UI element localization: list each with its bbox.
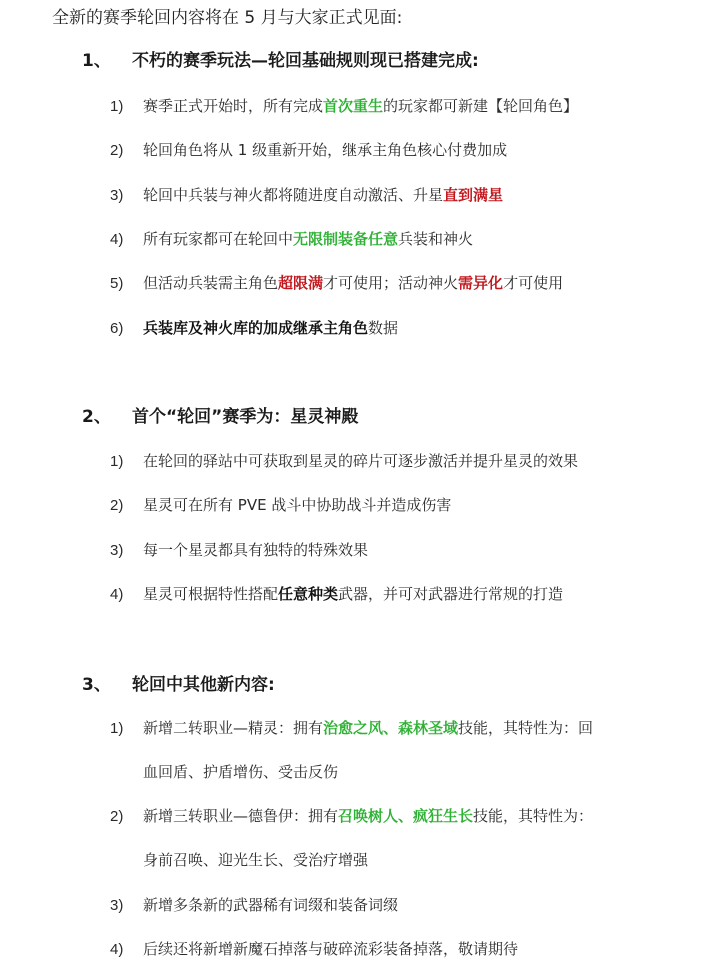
item-text: 才可使用；活动神火 (323, 274, 459, 292)
item-text: 才可使用 (503, 274, 564, 292)
list-item (110, 494, 451, 517)
highlight-bold: 任意种类 (278, 585, 339, 603)
item-text: 新增二转职业—精灵：拥有 (143, 719, 324, 737)
list-item (110, 184, 503, 207)
item-number: 5) (110, 275, 124, 292)
section-title: 不朽的赛季玩法—轮回基础规则现已搭建完成: (132, 51, 479, 71)
list-item (110, 717, 593, 740)
highlight-green: 召唤树人、疯狂生长 (338, 807, 474, 825)
highlight-bold: 兵装库及神火库的加成继承主角色 (143, 319, 369, 337)
item-number: 4) (110, 231, 124, 248)
item-text: 兵装和神火 (398, 230, 474, 248)
section-title: 轮回中其他新内容: (132, 675, 275, 695)
item-number: 4) (110, 941, 124, 958)
item-text: 轮回中兵装与神火都将随进度自动激活、升星 (143, 186, 444, 204)
highlight-green: 首次重生 (323, 97, 384, 115)
highlight-red: 超限满 (278, 274, 324, 292)
item-text: 技能，其特性为： (473, 807, 594, 825)
list-item (110, 228, 473, 251)
section-title: 首个“轮回”赛季为：星灵神殿 (132, 407, 359, 427)
item-text: 赛季正式开始时，所有完成 (143, 97, 324, 115)
item-text: 技能，其特性为：回 (458, 719, 594, 737)
section-1-heading (82, 48, 479, 74)
item-text: 新增多条新的武器稀有词缀和装备词缀 (143, 896, 399, 914)
list-item (110, 95, 578, 118)
highlight-red: 直到满星 (443, 186, 504, 204)
highlight-green: 治愈之风、森林圣域 (323, 719, 459, 737)
item-text: 但活动兵装需主角色 (143, 274, 279, 292)
item-text: 每一个星灵都具有独特的特殊效果 (143, 541, 369, 559)
item-number: 3) (110, 542, 124, 559)
item-text: 轮回角色将从 1 级重新开始，继承主角色核心付费加成 (143, 141, 508, 159)
item-number: 3) (110, 897, 124, 914)
list-item (110, 583, 563, 606)
list-item (110, 894, 398, 917)
section-number: 1、 (82, 51, 111, 71)
list-item (110, 139, 507, 162)
section-2-heading (82, 404, 358, 430)
item-text: 在轮回的驿站中可获取到星灵的碎片可逐步激活并提升星灵的效果 (143, 452, 579, 470)
highlight-red: 需异化 (458, 274, 504, 292)
section-number: 2、 (82, 407, 111, 427)
highlight-green: 无限制装备任意 (293, 230, 399, 248)
list-item (110, 539, 368, 562)
section-3-heading (82, 672, 275, 698)
item-text: 星灵可在所有 PVE 战斗中协助战斗并造成伤害 (143, 496, 452, 514)
list-item (110, 805, 593, 828)
item-text: 的玩家都可新建【轮回角色】 (383, 97, 579, 115)
list-item (110, 317, 398, 340)
item-number: 1) (110, 453, 124, 470)
item-number: 4) (110, 586, 124, 603)
item-number: 1) (110, 720, 124, 737)
list-item-continuation: 身前召唤、迎光生长、受治疗增强 (143, 851, 369, 869)
item-number: 1) (110, 98, 124, 115)
item-text: 武器，并可对武器进行常规的打造 (338, 585, 564, 603)
item-text: 新增三转职业—德鲁伊：拥有 (143, 807, 339, 825)
list-item (110, 938, 518, 961)
section-number: 3、 (82, 675, 111, 695)
item-number: 6) (110, 320, 124, 337)
item-text: 星灵可根据特性搭配 (143, 585, 279, 603)
item-number: 2) (110, 497, 124, 514)
list-item-continuation: 血回盾、护盾增伤、受击反伤 (143, 763, 339, 781)
list-item (110, 272, 563, 295)
item-number: 2) (110, 808, 124, 825)
item-number: 2) (110, 142, 124, 159)
item-text: 后续还将新增新魔石掉落与破碎流彩装备掉落，敬请期待 (143, 940, 519, 958)
intro-line: 全新的赛季轮回内容将在 5 月与大家正式见面: (52, 8, 403, 28)
item-text: 数据 (368, 319, 399, 337)
list-item (110, 450, 578, 473)
item-text: 所有玩家都可在轮回中 (143, 230, 294, 248)
item-number: 3) (110, 187, 124, 204)
